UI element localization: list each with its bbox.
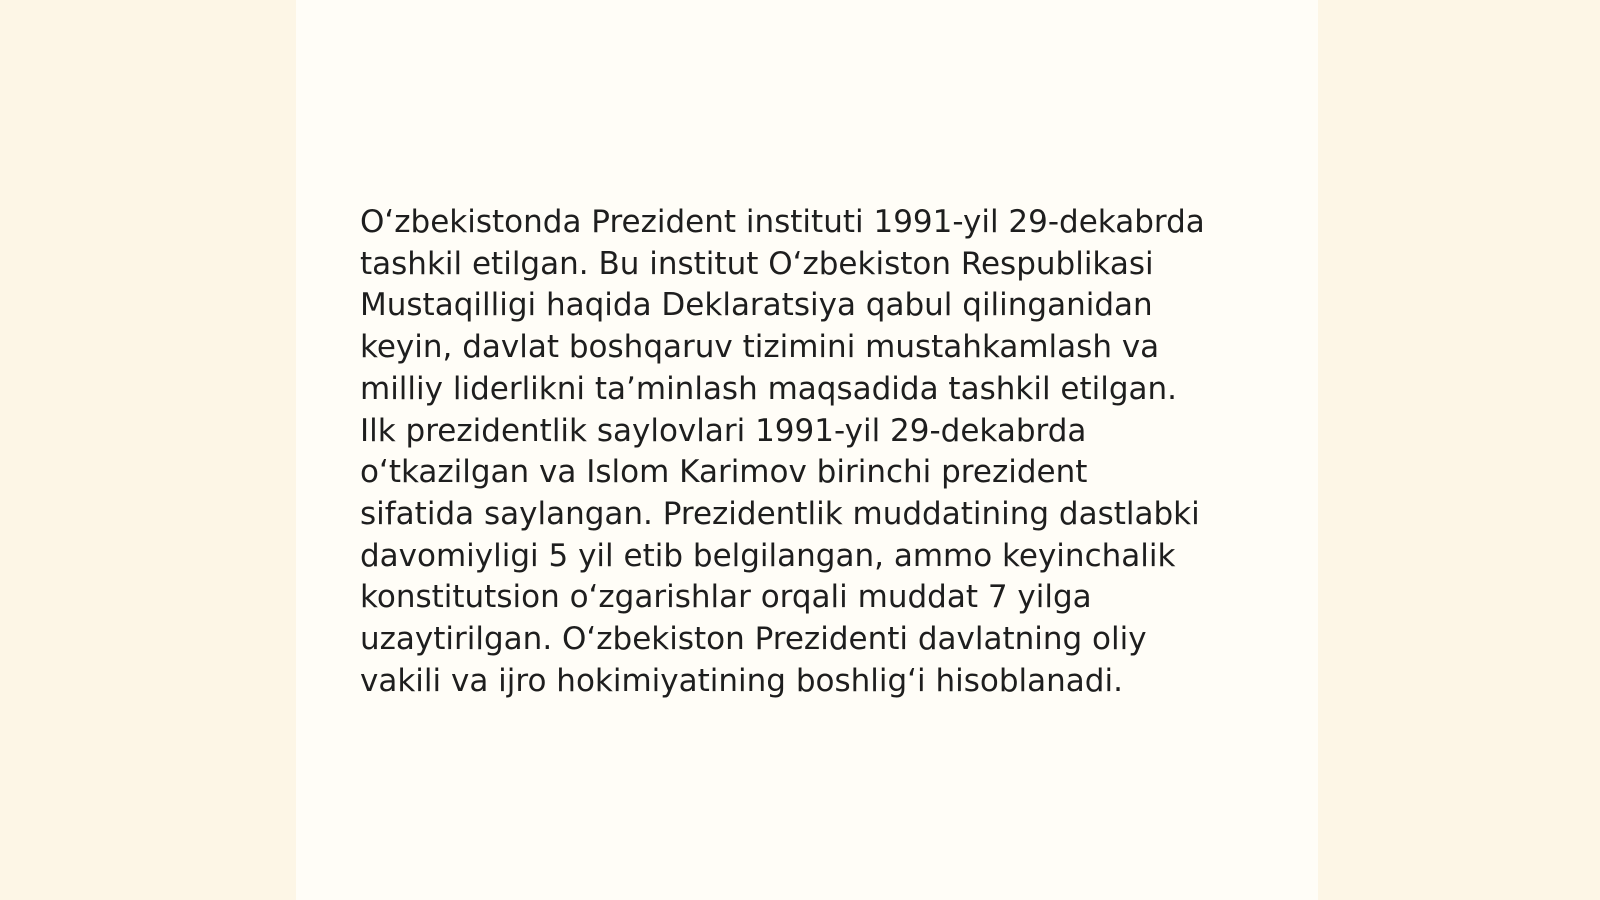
paragraph-line: keyin, davlat boshqaruv tizimini mustahkamlash va (360, 329, 1160, 366)
body-paragraph (360, 202, 1260, 702)
paragraph-line: uzaytirilgan. O‘zbekiston Prezidenti davlatning oliy (360, 621, 1147, 658)
paragraph-line: Mustaqilligi haqida Deklaratsiya qabul qilinganidan (360, 287, 1153, 324)
paragraph-line: tashkil etilgan. Bu institut O‘zbekiston Respublikasi (360, 245, 1154, 282)
paragraph-line: o‘tkazilgan va Islom Karimov birinchi prezident (360, 454, 1088, 491)
paragraph-line: sifatida saylangan. Prezidentlik muddatining dastlabki (360, 495, 1200, 532)
paragraph-line: O‘zbekistonda Prezident instituti 1991-yil 29-dekabrda (360, 204, 1205, 240)
paragraph-line: konstitutsion o‘zgarishlar orqali muddat 7 yilga (360, 579, 1092, 616)
paragraph-line: davomiyligi 5 yil etib belgilangan, ammo keyinchalik (360, 537, 1176, 574)
paragraph-line: milliy liderlikni ta’minlash maqsadida tashkil etilgan. (360, 370, 1178, 407)
slide-page (296, 0, 1318, 900)
paragraph-line: vakili va ijro hokimiyatining boshlig‘i hisoblanadi. (360, 662, 1123, 699)
paragraph-line: Ilk prezidentlik saylovlari 1991-yil 29-dekabrda (360, 412, 1087, 449)
